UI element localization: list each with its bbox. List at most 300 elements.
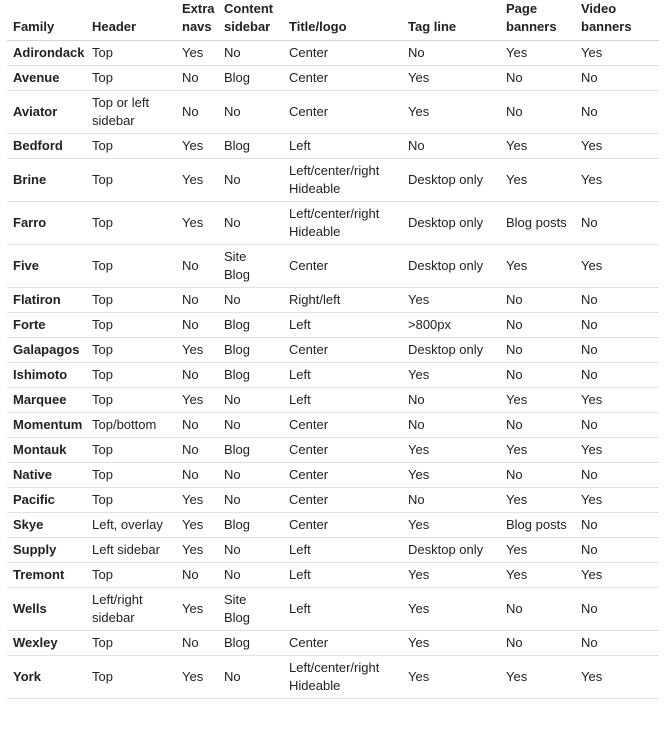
cell-content-sidebar xyxy=(218,413,283,438)
cell-page-banners xyxy=(500,91,575,134)
cell-header xyxy=(86,338,176,363)
cell-page-banners xyxy=(500,488,575,513)
cell-text: No xyxy=(224,392,241,407)
cell-extra-navs xyxy=(176,363,218,388)
cell-header xyxy=(86,202,176,245)
cell-text: No xyxy=(408,492,425,507)
cell-text: No xyxy=(581,467,598,482)
cell-page-banners xyxy=(500,588,575,631)
cell-video-banners xyxy=(575,563,659,588)
cell-extra-navs xyxy=(176,313,218,338)
cell-content-sidebar xyxy=(218,488,283,513)
cell-family xyxy=(7,41,86,66)
cell-page-banners xyxy=(500,538,575,563)
cell-content-sidebar xyxy=(218,463,283,488)
cell-text: Center xyxy=(289,258,329,273)
cell-content-sidebar xyxy=(218,245,283,288)
cell-title-logo xyxy=(283,413,402,438)
cell-family xyxy=(7,66,86,91)
cell-header xyxy=(86,538,176,563)
cell-family xyxy=(7,413,86,438)
cell-tag-line xyxy=(402,313,500,338)
cell-text: Forte xyxy=(13,317,46,332)
cell-text: Farro xyxy=(13,215,47,230)
table-row xyxy=(7,288,659,313)
cell-extra-navs xyxy=(176,588,218,631)
cell-text: No xyxy=(182,567,199,582)
cell-text: No xyxy=(224,467,241,482)
cell-title-logo xyxy=(283,159,402,202)
cell-tag-line xyxy=(402,338,500,363)
cell-text: Center xyxy=(289,635,329,650)
cell-content-sidebar xyxy=(218,563,283,588)
cell-content-sidebar xyxy=(218,438,283,463)
cell-video-banners xyxy=(575,202,659,245)
cell-text: Yes xyxy=(506,567,528,582)
cell-extra-navs xyxy=(176,245,218,288)
cell-text: Blog posts xyxy=(506,215,567,230)
cell-title-logo xyxy=(283,656,402,699)
cell-text: Yes xyxy=(408,669,430,684)
cell-text: Blog xyxy=(224,635,251,650)
cell-tag-line xyxy=(402,245,500,288)
cell-text: No xyxy=(581,417,598,432)
table-row xyxy=(7,41,659,66)
cell-page-banners xyxy=(500,288,575,313)
cell-header xyxy=(86,91,176,134)
cell-text: No xyxy=(581,517,598,532)
cell-text: Yes xyxy=(581,172,603,187)
cell-text: Top xyxy=(92,215,113,230)
cell-text: Aviator xyxy=(13,104,58,119)
cell-text: No xyxy=(224,669,241,684)
cell-text: Yes xyxy=(408,601,430,616)
cell-text: No xyxy=(581,367,598,382)
cell-title-logo xyxy=(283,245,402,288)
cell-text: Left xyxy=(289,601,311,616)
cell-video-banners xyxy=(575,91,659,134)
cell-content-sidebar xyxy=(218,41,283,66)
cell-text: Site Blog xyxy=(224,592,251,625)
cell-text: Center xyxy=(289,45,329,60)
cell-extra-navs xyxy=(176,631,218,656)
cell-content-sidebar xyxy=(218,66,283,91)
cell-family xyxy=(7,363,86,388)
cell-family xyxy=(7,463,86,488)
cell-page-banners xyxy=(500,41,575,66)
cell-text: Yes xyxy=(408,467,430,482)
cell-title-logo xyxy=(283,202,402,245)
cell-text: Marquee xyxy=(13,392,67,407)
cell-text: No xyxy=(182,292,199,307)
cell-text: Yes xyxy=(408,292,430,307)
cell-text: Yes xyxy=(581,45,603,60)
cell-text: Top xyxy=(92,70,113,85)
cell-text: Center xyxy=(289,342,329,357)
cell-text: Yes xyxy=(581,392,603,407)
cell-header xyxy=(86,656,176,699)
cell-text: Left xyxy=(289,392,311,407)
table-row xyxy=(7,438,659,463)
table-row xyxy=(7,245,659,288)
table-row xyxy=(7,631,659,656)
cell-extra-navs xyxy=(176,513,218,538)
column-header-header: Header xyxy=(86,0,176,41)
cell-tag-line xyxy=(402,134,500,159)
cell-family xyxy=(7,91,86,134)
cell-tag-line xyxy=(402,563,500,588)
cell-text: Center xyxy=(289,517,329,532)
cell-title-logo xyxy=(283,134,402,159)
cell-family xyxy=(7,538,86,563)
cell-text: Yes xyxy=(506,392,528,407)
cell-text: Yes xyxy=(581,669,603,684)
table-row xyxy=(7,413,659,438)
cell-text: Yes xyxy=(506,542,528,557)
cell-text: Center xyxy=(289,70,329,85)
cell-text: Site Blog xyxy=(224,249,251,282)
cell-title-logo xyxy=(283,41,402,66)
cell-text: Adirondack xyxy=(13,45,85,60)
cell-video-banners xyxy=(575,513,659,538)
cell-text: Ishimoto xyxy=(13,367,68,382)
cell-extra-navs xyxy=(176,134,218,159)
cell-header xyxy=(86,631,176,656)
cell-video-banners xyxy=(575,134,659,159)
cell-family xyxy=(7,388,86,413)
cell-content-sidebar xyxy=(218,388,283,413)
cell-text: Center xyxy=(289,417,329,432)
cell-title-logo xyxy=(283,91,402,134)
cell-text: No xyxy=(224,542,241,557)
cell-text: Blog posts xyxy=(506,517,567,532)
cell-video-banners xyxy=(575,631,659,656)
cell-header xyxy=(86,463,176,488)
cell-text: Blog xyxy=(224,342,251,357)
cell-tag-line xyxy=(402,202,500,245)
cell-text: Yes xyxy=(182,342,204,357)
cell-extra-navs xyxy=(176,413,218,438)
cell-text: Top xyxy=(92,367,113,382)
cell-text: Top xyxy=(92,669,113,684)
cell-text: Blog xyxy=(224,317,251,332)
cell-text: Top xyxy=(92,258,113,273)
cell-text: Top xyxy=(92,442,113,457)
cell-header xyxy=(86,134,176,159)
cell-text: Blog xyxy=(224,70,251,85)
cell-text: Top xyxy=(92,342,113,357)
cell-text: No xyxy=(224,104,241,119)
cell-tag-line xyxy=(402,159,500,202)
cell-family xyxy=(7,563,86,588)
cell-text: Yes xyxy=(182,669,204,684)
table-body xyxy=(7,41,659,699)
cell-content-sidebar xyxy=(218,631,283,656)
cell-text: Yes xyxy=(182,492,204,507)
cell-text: Bedford xyxy=(13,138,63,153)
cell-content-sidebar xyxy=(218,588,283,631)
cell-text: No xyxy=(506,417,523,432)
cell-text: Yes xyxy=(408,517,430,532)
cell-text: Momentum xyxy=(13,417,83,432)
cell-video-banners xyxy=(575,363,659,388)
cell-header xyxy=(86,288,176,313)
cell-text: Top xyxy=(92,317,113,332)
cell-video-banners xyxy=(575,66,659,91)
cell-extra-navs xyxy=(176,159,218,202)
column-header-family: Family xyxy=(7,0,86,41)
column-header-tag-line: Tag line xyxy=(402,0,500,41)
cell-title-logo xyxy=(283,488,402,513)
cell-text: Left xyxy=(289,542,311,557)
cell-text: Left xyxy=(289,567,311,582)
cell-text: Yes xyxy=(581,138,603,153)
cell-text: Yes xyxy=(408,635,430,650)
cell-text: Yes xyxy=(182,138,204,153)
cell-text: Top or left sidebar xyxy=(92,95,150,128)
cell-text: Yes xyxy=(408,104,430,119)
cell-content-sidebar xyxy=(218,134,283,159)
cell-text: Yes xyxy=(182,517,204,532)
cell-text: Center xyxy=(289,442,329,457)
table-row xyxy=(7,202,659,245)
cell-header xyxy=(86,66,176,91)
cell-text: Center xyxy=(289,492,329,507)
cell-video-banners xyxy=(575,41,659,66)
cell-text: Yes xyxy=(506,172,528,187)
cell-header xyxy=(86,413,176,438)
cell-video-banners xyxy=(575,438,659,463)
cell-text: Left, overlay xyxy=(92,517,163,532)
cell-page-banners xyxy=(500,202,575,245)
cell-text: No xyxy=(506,367,523,382)
cell-content-sidebar xyxy=(218,656,283,699)
cell-extra-navs xyxy=(176,388,218,413)
cell-text: Top/bottom xyxy=(92,417,157,432)
cell-family xyxy=(7,134,86,159)
cell-video-banners xyxy=(575,588,659,631)
cell-text: Brine xyxy=(13,172,47,187)
cell-header xyxy=(86,159,176,202)
cell-text: No xyxy=(224,45,241,60)
cell-content-sidebar xyxy=(218,338,283,363)
table-row xyxy=(7,463,659,488)
cell-title-logo xyxy=(283,66,402,91)
cell-text: Yes xyxy=(506,45,528,60)
cell-video-banners xyxy=(575,288,659,313)
cell-text: Yes xyxy=(581,442,603,457)
cell-text: Left xyxy=(289,367,311,382)
cell-text: No xyxy=(581,104,598,119)
cell-text: Blog xyxy=(224,442,251,457)
cell-text: No xyxy=(581,215,598,230)
cell-content-sidebar xyxy=(218,159,283,202)
cell-family xyxy=(7,438,86,463)
cell-text: Desktop only xyxy=(408,215,484,230)
cell-page-banners xyxy=(500,413,575,438)
cell-header xyxy=(86,363,176,388)
cell-text: Left/center/right Hideable xyxy=(289,163,380,196)
cell-text: Wells xyxy=(13,601,47,616)
cell-header xyxy=(86,438,176,463)
cell-text: No xyxy=(408,417,425,432)
table-row xyxy=(7,134,659,159)
table-row xyxy=(7,313,659,338)
cell-title-logo xyxy=(283,438,402,463)
cell-text: No xyxy=(224,292,241,307)
table-row xyxy=(7,388,659,413)
cell-text: Yes xyxy=(182,392,204,407)
cell-header xyxy=(86,388,176,413)
cell-extra-navs xyxy=(176,66,218,91)
cell-extra-navs xyxy=(176,338,218,363)
cell-text: No xyxy=(506,601,523,616)
cell-tag-line xyxy=(402,656,500,699)
cell-header xyxy=(86,563,176,588)
cell-extra-navs xyxy=(176,463,218,488)
cell-text: Left/center/right Hideable xyxy=(289,206,380,239)
cell-page-banners xyxy=(500,656,575,699)
cell-extra-navs xyxy=(176,538,218,563)
cell-text: No xyxy=(581,70,598,85)
cell-title-logo xyxy=(283,631,402,656)
cell-text: Top xyxy=(92,635,113,650)
cell-header xyxy=(86,588,176,631)
cell-text: Yes xyxy=(581,258,603,273)
cell-text: Yes xyxy=(182,172,204,187)
cell-text: Yes xyxy=(581,567,603,582)
cell-text: Yes xyxy=(408,70,430,85)
cell-text: No xyxy=(506,635,523,650)
cell-text: Yes xyxy=(506,492,528,507)
cell-text: Supply xyxy=(13,542,57,557)
table-row xyxy=(7,563,659,588)
column-header-content-sidebar: Content sidebar xyxy=(218,0,283,41)
cell-content-sidebar xyxy=(218,202,283,245)
cell-video-banners xyxy=(575,463,659,488)
cell-text: Desktop only xyxy=(408,342,484,357)
cell-text: Skye xyxy=(13,517,44,532)
cell-extra-navs xyxy=(176,202,218,245)
cell-tag-line xyxy=(402,91,500,134)
cell-text: No xyxy=(182,104,199,119)
cell-title-logo xyxy=(283,363,402,388)
cell-page-banners xyxy=(500,313,575,338)
cell-tag-line xyxy=(402,41,500,66)
cell-page-banners xyxy=(500,363,575,388)
cell-content-sidebar xyxy=(218,91,283,134)
cell-text: Top xyxy=(92,567,113,582)
cell-text: No xyxy=(224,215,241,230)
cell-extra-navs xyxy=(176,563,218,588)
cell-page-banners xyxy=(500,134,575,159)
cell-family xyxy=(7,338,86,363)
cell-text: No xyxy=(506,104,523,119)
table-row xyxy=(7,66,659,91)
cell-header xyxy=(86,41,176,66)
cell-text: Desktop only xyxy=(408,258,484,273)
cell-text: No xyxy=(408,138,425,153)
cell-text: Yes xyxy=(182,45,204,60)
cell-tag-line xyxy=(402,413,500,438)
cell-content-sidebar xyxy=(218,513,283,538)
cell-extra-navs xyxy=(176,91,218,134)
cell-video-banners xyxy=(575,338,659,363)
cell-text: Tremont xyxy=(13,567,65,582)
cell-content-sidebar xyxy=(218,363,283,388)
cell-text: No xyxy=(182,70,199,85)
cell-page-banners xyxy=(500,388,575,413)
column-header-title-logo: Title/logo xyxy=(283,0,402,41)
table-row xyxy=(7,159,659,202)
cell-family xyxy=(7,202,86,245)
cell-text: No xyxy=(506,70,523,85)
cell-text: No xyxy=(182,417,199,432)
cell-text: >800px xyxy=(408,317,452,332)
cell-text: Center xyxy=(289,467,329,482)
cell-text: Avenue xyxy=(13,70,60,85)
cell-page-banners xyxy=(500,159,575,202)
column-header-video-banners: Video banners xyxy=(575,0,659,41)
cell-text: Left/center/right Hideable xyxy=(289,660,380,693)
cell-tag-line xyxy=(402,66,500,91)
cell-tag-line xyxy=(402,463,500,488)
cell-text: Yes xyxy=(408,367,430,382)
cell-video-banners xyxy=(575,656,659,699)
cell-video-banners xyxy=(575,159,659,202)
cell-video-banners xyxy=(575,488,659,513)
cell-text: Yes xyxy=(408,442,430,457)
cell-text: No xyxy=(581,635,598,650)
table-row xyxy=(7,338,659,363)
cell-page-banners xyxy=(500,463,575,488)
cell-text: Top xyxy=(92,492,113,507)
cell-text: No xyxy=(224,492,241,507)
cell-text: Blog xyxy=(224,367,251,382)
cell-text: Top xyxy=(92,138,113,153)
cell-text: No xyxy=(506,317,523,332)
cell-tag-line xyxy=(402,513,500,538)
cell-text: Top xyxy=(92,467,113,482)
cell-text: No xyxy=(224,417,241,432)
cell-title-logo xyxy=(283,338,402,363)
cell-text: No xyxy=(506,342,523,357)
cell-header xyxy=(86,245,176,288)
cell-video-banners xyxy=(575,388,659,413)
cell-text: Top xyxy=(92,45,113,60)
cell-video-banners xyxy=(575,313,659,338)
cell-text: No xyxy=(182,367,199,382)
cell-title-logo xyxy=(283,388,402,413)
cell-text: No xyxy=(182,317,199,332)
cell-tag-line xyxy=(402,631,500,656)
cell-family xyxy=(7,588,86,631)
cell-text: Desktop only xyxy=(408,542,484,557)
cell-text: Yes xyxy=(408,567,430,582)
cell-text: No xyxy=(224,567,241,582)
cell-video-banners xyxy=(575,245,659,288)
cell-tag-line xyxy=(402,438,500,463)
cell-text: Flatiron xyxy=(13,292,61,307)
column-header-extra-navs: Extra navs xyxy=(176,0,218,41)
cell-text: No xyxy=(182,258,199,273)
cell-family xyxy=(7,488,86,513)
header-row xyxy=(7,0,659,41)
cell-title-logo xyxy=(283,288,402,313)
cell-text: Wexley xyxy=(13,635,58,650)
table-row xyxy=(7,538,659,563)
cell-title-logo xyxy=(283,588,402,631)
